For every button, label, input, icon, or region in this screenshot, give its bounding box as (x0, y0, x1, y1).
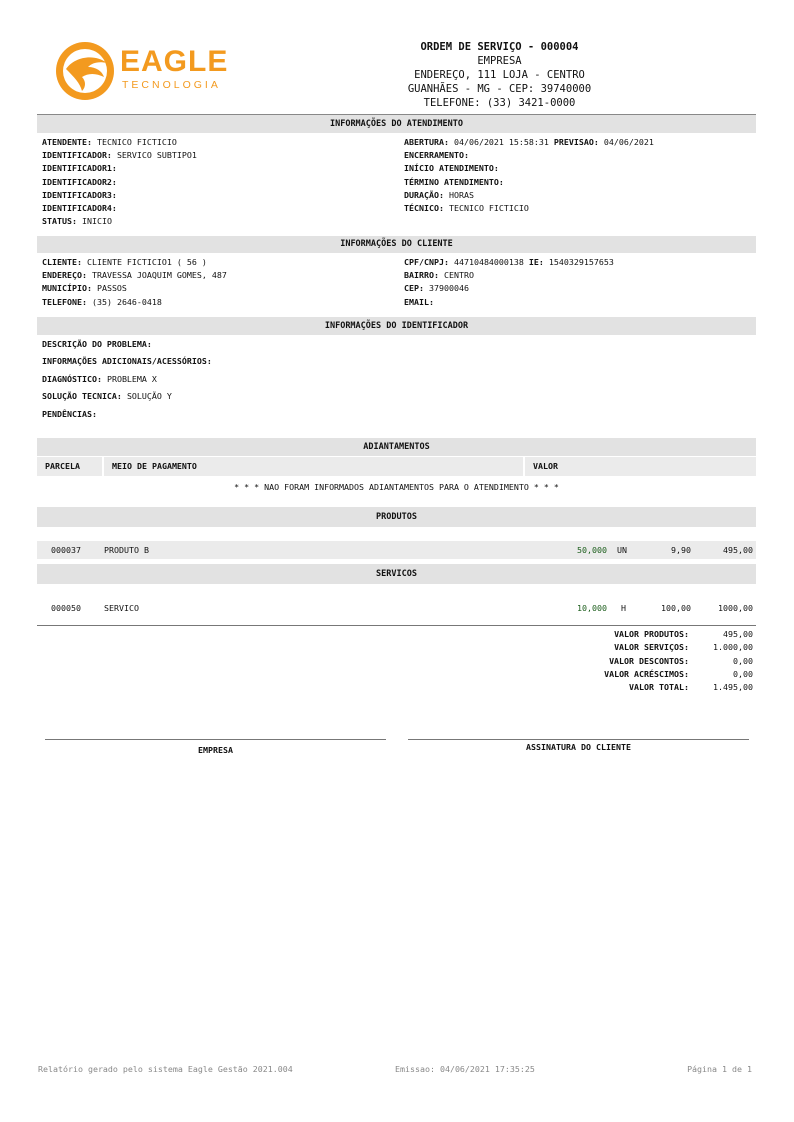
product-code: 000037 (51, 545, 81, 555)
field-duracao: DURAÇÃO: HORAS (404, 189, 474, 200)
service-price: 100,00 (661, 603, 691, 613)
total-geral: VALOR TOTAL: 1.495,00 (629, 682, 753, 693)
logo-word: EAGLE (120, 45, 229, 78)
company-address: ENDEREÇO, 111 LOJA - CENTRO (414, 69, 585, 81)
advances-header-row (37, 457, 756, 476)
service-code: 000050 (51, 603, 81, 613)
section-advances: ADIANTAMENTOS (37, 438, 756, 456)
field-identificador3: IDENTIFICADOR3: (42, 189, 117, 200)
section-products: PRODUTOS (37, 507, 756, 527)
field-tecnico: TÉCNICO: TECNICO FICTICIO (404, 202, 529, 213)
field-diagnostico: DIAGNÓSTICO: PROBLEMA X (42, 373, 157, 384)
field-endereco: ENDEREÇO: TRAVESSA JOAQUIM GOMES, 487 (42, 270, 227, 281)
field-cpf-cnpj: CPF/CNPJ: 44710484000138 IE: 1540329157653 (404, 257, 614, 267)
field-bairro: BAIRRO: CENTRO (404, 270, 474, 281)
field-atendente: ATENDENTE: TECNICO FICTICIO (42, 137, 177, 147)
field-inicio-atendimento: INÍCIO ATENDIMENTO: (404, 163, 499, 174)
signature-company-label: EMPRESA (198, 745, 233, 755)
signature-line-company (45, 739, 386, 740)
service-quantity: 10,000 (577, 603, 607, 613)
col-meio-pagamento: MEIO DE PAGAMENTO (112, 461, 197, 471)
company-header (392, 40, 607, 110)
field-cep: CEP: 37900046 (404, 283, 469, 294)
company-name: EMPRESA (477, 55, 522, 67)
service-unit: H (621, 603, 626, 613)
section-attendance: INFORMAÇÕES DO ATENDIMENTO (37, 115, 756, 133)
client-left (42, 257, 227, 310)
advances-empty-message: * * * NAO FORAM INFORMADOS ADIANTAMENTOS PARA O ATENDIMENTO * * * (234, 482, 559, 492)
footer-generated: Relatório gerado pelo sistema Eagle Gestão 2021.004 (38, 1064, 293, 1074)
service-total: 1000,00 (718, 603, 753, 613)
field-identificador4: IDENTIFICADOR4: (42, 202, 117, 213)
field-identificador: IDENTIFICADOR: SERVICO SUBTIPO1 (42, 150, 197, 161)
field-descricao-problema: DESCRIÇÃO DO PROBLEMA: (42, 339, 152, 349)
table-row (37, 599, 756, 617)
col-valor: VALOR (533, 461, 558, 471)
section-client: INFORMAÇÕES DO CLIENTE (37, 236, 756, 253)
attendance-right (404, 137, 654, 216)
table-row (37, 541, 756, 559)
field-pendencias: PENDÊNCIAS: (42, 408, 97, 419)
field-informacoes-adicionais: INFORMAÇÕES ADICIONAIS/ACESSÓRIOS: (42, 356, 212, 367)
field-solucao-tecnica: SOLUÇÃO TECNICA: SOLUÇÃO Y (42, 391, 172, 402)
footer-page: Página 1 de 1 (687, 1064, 752, 1074)
logo-subtitle: TECNOLOGIA (122, 79, 221, 91)
section-services: SERVICOS (37, 564, 756, 584)
signature-client-label: ASSINATURA DO CLIENTE (526, 742, 631, 752)
signature-line-client (408, 739, 749, 740)
field-telefone: TELEFONE: (35) 2646-0418 (42, 296, 162, 307)
identifier-fields (42, 339, 212, 426)
company-city: GUANHÃES - MG - CEP: 39740000 (407, 83, 592, 95)
field-municipio: MUNICÍPIO: PASSOS (42, 283, 127, 294)
field-abertura: ABERTURA: 04/06/2021 15:58:31 PREVISAO: 04/06/2021 (404, 137, 654, 147)
company-logo (52, 39, 232, 105)
product-quantity: 50,000 (577, 545, 607, 555)
company-phone: TELEFONE: (33) 3421-0000 (423, 97, 576, 109)
field-cliente: CLIENTE: CLIENTE FICTICIO1 ( 56 ) (42, 257, 207, 267)
total-acrescimos: VALOR ACRÉSCIMOS: 0,00 (604, 668, 753, 679)
field-identificador1: IDENTIFICADOR1: (42, 163, 117, 174)
col-parcela: PARCELA (45, 461, 80, 471)
field-identificador2: IDENTIFICADOR2: (42, 176, 117, 187)
product-unit: UN (617, 545, 627, 555)
attendance-left (42, 137, 197, 229)
field-encerramento: ENCERRAMENTO: (404, 150, 469, 161)
field-status: STATUS: INICIO (42, 216, 112, 227)
product-description: PRODUTO B (104, 545, 149, 555)
field-email: EMAIL: (404, 296, 434, 307)
document-title: ORDEM DE SERVIÇO - 000004 (420, 41, 579, 53)
product-total: 495,00 (723, 545, 753, 555)
totals-divider (37, 625, 756, 626)
total-descontos: VALOR DESCONTOS: 0,00 (609, 655, 753, 666)
service-description: SERVICO (104, 603, 139, 613)
total-servicos: VALOR SERVIÇOS: 1.000,00 (614, 642, 753, 653)
product-price: 9,90 (671, 545, 691, 555)
client-right (404, 257, 614, 310)
totals-block (540, 629, 753, 695)
footer-emission: Emissao: 04/06/2021 17:35:25 (395, 1064, 535, 1074)
total-produtos: VALOR PRODUTOS: 495,00 (614, 629, 753, 639)
field-termino-atendimento: TÉRMINO ATENDIMENTO: (404, 176, 504, 187)
section-identifier: INFORMAÇÕES DO IDENTIFICADOR (37, 317, 756, 335)
